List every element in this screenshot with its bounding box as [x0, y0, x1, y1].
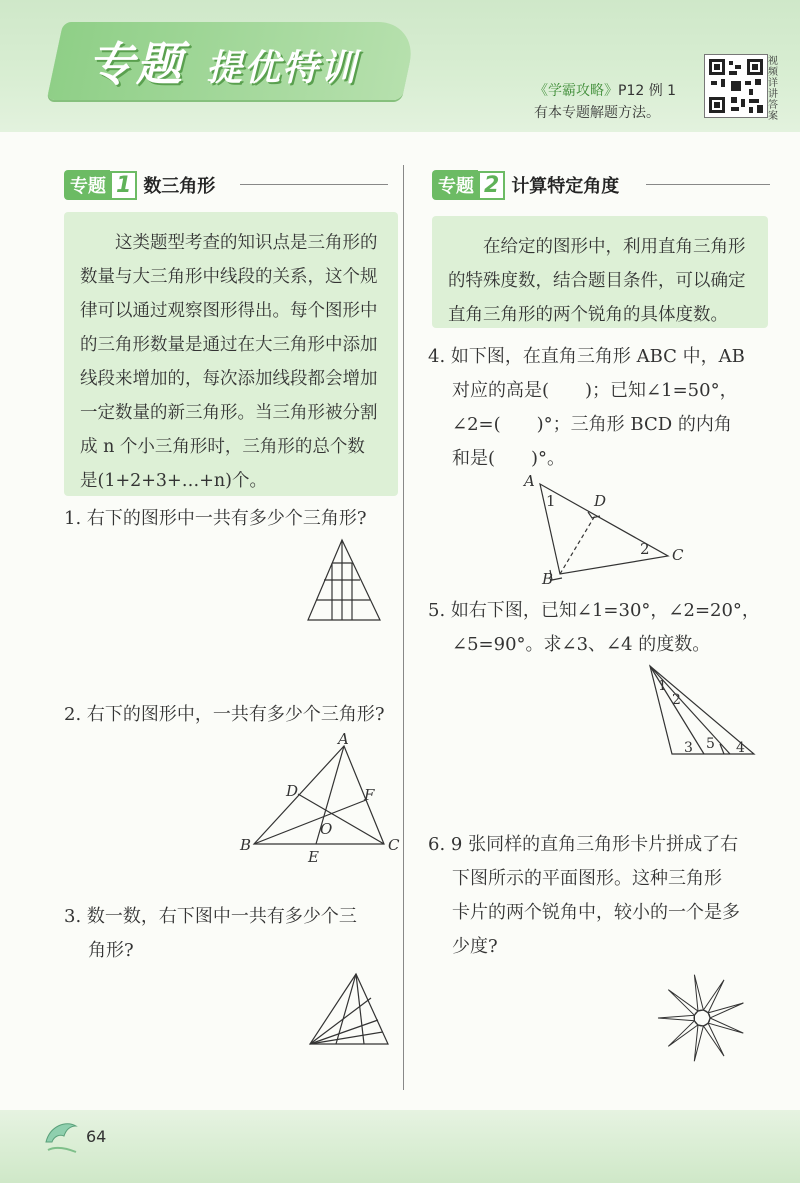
question-5-line1: 5. 如右下图，已知∠1=30°，∠2=20°， [428, 600, 760, 621]
question-3 [64, 900, 357, 968]
topic2-number: 2 [478, 171, 505, 200]
q5-angle-2: 2 [672, 692, 681, 708]
header-title-sub: 提优特训 [206, 48, 359, 89]
q4-label-A: A [524, 472, 535, 490]
question-3-line2: 角形? [88, 940, 134, 961]
pinwheel-card [668, 990, 698, 1016]
question-6 [428, 828, 740, 964]
column-divider [403, 165, 404, 1090]
pinwheel-card [658, 1015, 695, 1020]
topic1-number: 1 [110, 171, 137, 200]
topic2-tag: 专题 [432, 170, 478, 200]
question-5-line2: ∠5=90°。求∠3、∠4 的度数。 [452, 634, 711, 655]
topic1-heading [64, 170, 404, 198]
topic1-intro-box: 这类题型考查的知识点是三角形的数量与大三角形中线段的关系，这个规律可以通过观察图形得出。每个图形中的三角形数量是通过在大三角形中添加线段来增加的，每次添加线段都会增加一定数量的新三角形。当三角形被分割成 n 个小三角形时，三角形的总个数是(1+2+3+…+n)个。 [64, 212, 398, 496]
pinwheel-card [703, 980, 724, 1013]
reference-line2: 有本专题解题方法。 [534, 105, 660, 121]
qr-code-icon[interactable] [704, 54, 768, 118]
topic1-tag: 专题 [64, 170, 110, 200]
pinwheel-card [694, 975, 703, 1011]
q2-label-O: O [320, 820, 333, 838]
q4-angle-2: 2 [640, 540, 650, 558]
question-6-line1: 6. 9 张同样的直角三角形卡片拼成了右 [428, 834, 739, 855]
q1-triangle-figure [300, 536, 390, 626]
question-4 [428, 340, 745, 476]
question-3-line1: 3. 数一数，右下图中一共有多少个三 [64, 906, 357, 927]
reference-note [534, 80, 676, 124]
q3-triangle-figure [304, 970, 394, 1050]
q4-angle-1: 1 [546, 492, 556, 510]
pinwheel-card [703, 1023, 724, 1056]
question-6-line3: 卡片的两个锐角中，较小的一个是多 [452, 902, 740, 923]
pinwheel-card [708, 1018, 743, 1033]
q5-triangle-figure [644, 662, 760, 762]
question-4-line1: 4. 如下图，在直角三角形 ABC 中，AB [428, 346, 745, 367]
q2-label-F: F [364, 786, 375, 804]
pinwheel-card [668, 1021, 698, 1047]
topic2-rule [646, 184, 770, 185]
footer-band [0, 1110, 800, 1183]
question-4-line4: 和是( )°。 [452, 448, 566, 469]
q5-angle-1: 1 [658, 678, 667, 694]
question-1: 1. 右下的图形中一共有多少个三角形? [64, 508, 367, 529]
q2-label-B: B [240, 836, 252, 854]
qr-label: 视频详讲答案 [768, 56, 778, 122]
q2-label-A: A [338, 730, 349, 748]
q4-label-D: D [594, 492, 607, 510]
question-6-line2: 下图所示的平面图形。这种三角形 [452, 868, 722, 889]
q4-label-B: B [542, 570, 554, 588]
reference-page: P12 例 1 [618, 83, 677, 99]
topic2-heading [432, 170, 772, 198]
q6-pinwheel-figure [652, 968, 752, 1068]
pinwheel-card [708, 1003, 743, 1018]
q2-triangle-figure [236, 732, 406, 872]
dolphin-icon [40, 1112, 84, 1156]
topic2-name: 计算特定角度 [511, 176, 620, 197]
q2-label-C: C [388, 836, 400, 854]
topic1-name: 数三角形 [143, 176, 216, 197]
q2-label-E: E [308, 848, 319, 866]
q5-angle-3: 3 [684, 740, 693, 756]
pinwheel-center [694, 1010, 710, 1026]
q4-label-C: C [672, 546, 684, 564]
question-5 [428, 594, 760, 662]
q4-right-triangle-figure [522, 472, 692, 588]
pinwheel-card [694, 1025, 703, 1061]
header-title-main: 专题 [88, 37, 184, 91]
page-number: 64 [86, 1127, 107, 1146]
topic2-intro-box: 在给定的图形中，利用直角三角形的特殊度数，结合题目条件，可以确定直角三角形的两个锐角的具体度数。 [432, 216, 768, 328]
q2-label-D: D [286, 782, 299, 800]
question-2: 2. 右下的图形中，一共有多少个三角形? [64, 704, 385, 725]
q5-angle-4: 4 [736, 740, 745, 756]
question-4-line3: ∠2=( )°；三角形 BCD 的内角 [452, 414, 732, 435]
topic1-rule [240, 184, 388, 185]
question-4-line2: 对应的高是( )；已知∠1=50°， [452, 380, 738, 401]
reference-book: 《学霸攻略》 [534, 83, 618, 99]
q5-angle-5: 5 [706, 736, 715, 752]
question-6-line4: 少度? [452, 936, 498, 957]
